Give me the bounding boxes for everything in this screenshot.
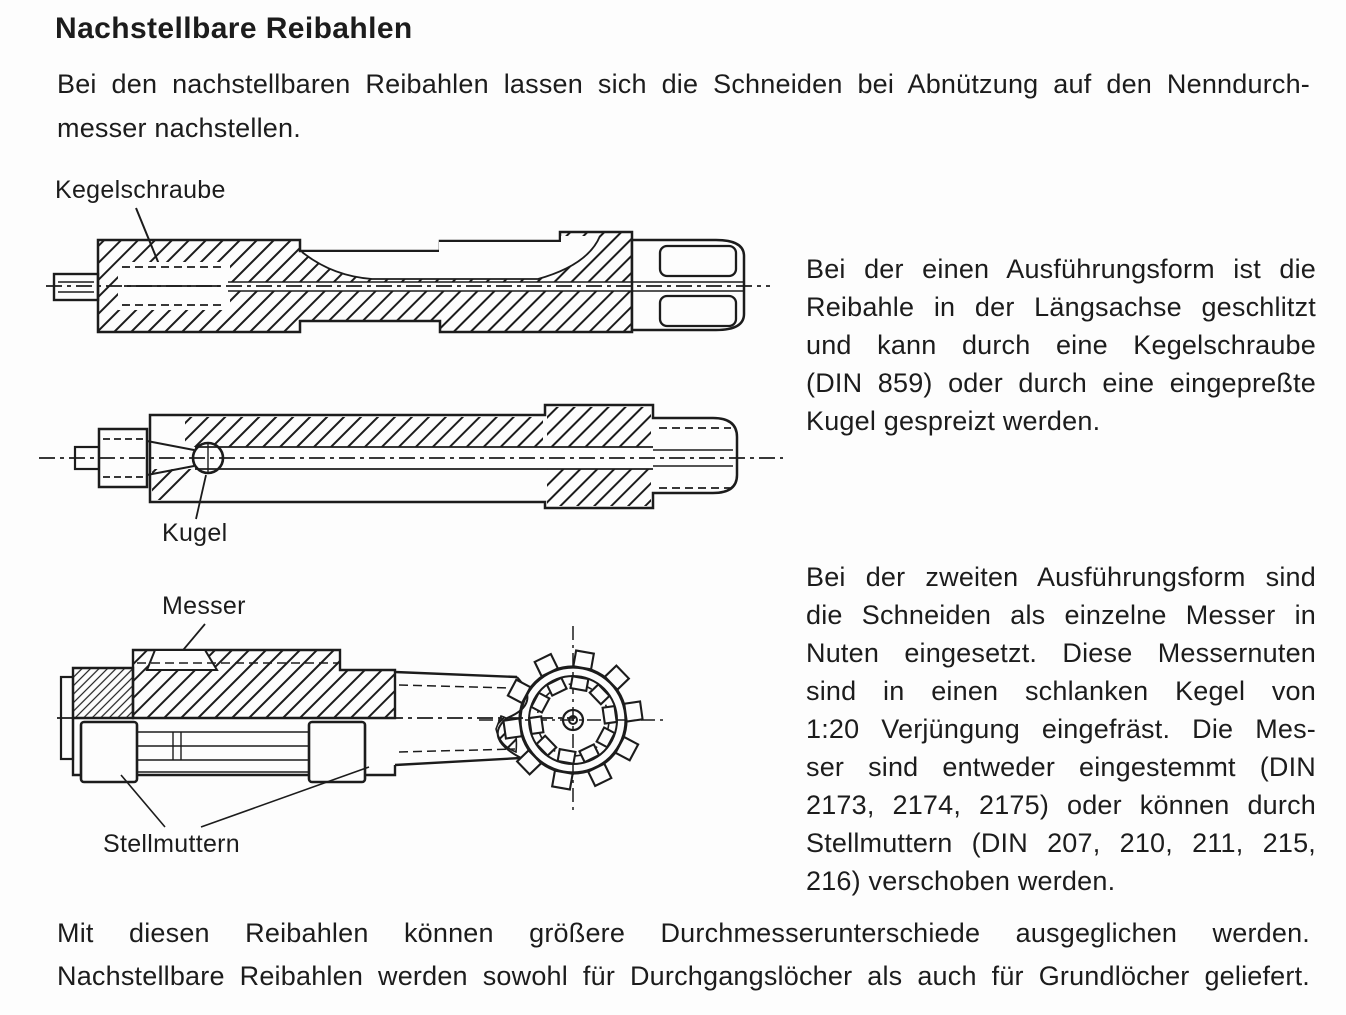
figure-label-kegelschraube: Kegelschraube (55, 176, 226, 204)
tang (54, 274, 98, 300)
figure-label-kugel: Kugel (162, 519, 228, 547)
text-line: Stellmuttern (DIN 207, 210, 211, 215, (806, 828, 1316, 858)
text-line: Mit diesen Reibahlen können größere Durchmesserunterschiede ausgeglichen werden. (57, 918, 1310, 948)
text-line: 216) verschoben werden. (806, 866, 1116, 896)
right-paragraph-2 (806, 558, 1316, 900)
text-line: Kugel gespreizt werden. (806, 406, 1101, 436)
intro-paragraph (57, 62, 1310, 150)
text-line: Bei der zweiten Ausführungsform sind (806, 562, 1316, 592)
slotted-reamer-drawing (40, 194, 780, 344)
bottom-paragraph (57, 912, 1310, 998)
blade-seat (147, 650, 217, 670)
figure-label-messer: Messer (162, 592, 246, 620)
text-line: Reibahle in der Längsachse geschlitzt (806, 292, 1316, 322)
text-line: Nuten eingesetzt. Diese Messernuten (806, 638, 1316, 668)
text-line: 2173, 2174, 2175) oder können durch (806, 790, 1316, 820)
text-line: 1:20 Verjüngung eingefräst. Die Mes- (806, 714, 1316, 744)
end-view-drawing (463, 600, 683, 835)
knurled-section (73, 668, 133, 718)
adjusting-nut-left (81, 722, 137, 782)
text-line: Bei der einen Ausführungsform ist die (806, 254, 1316, 284)
text-line: ser sind entweder eingestemmt (DIN (806, 752, 1316, 782)
text-line: die Schneiden als einzelne Messer in (806, 600, 1316, 630)
text-line: messer nachstellen. (57, 113, 301, 143)
text-line: sind in einen schlanken Kegel von (806, 676, 1316, 706)
text-line: Bei den nachstellbaren Reibahlen lassen sich die Schneiden bei Abnützung auf den Nenndurch- (57, 69, 1310, 99)
right-paragraph-1 (806, 250, 1316, 440)
text-line: und kann durch eine Kegelschraube (806, 330, 1316, 360)
text-line: Nachstellbare Reibahlen werden sowohl für Durchgangslöcher als auch für Grundlöcher geliefert. (57, 961, 1310, 991)
leader-line (121, 775, 165, 827)
leader-line (196, 475, 206, 519)
text-line: (DIN 859) oder durch eine eingepreßte (806, 368, 1316, 398)
adjusting-nut-right (309, 722, 365, 782)
figure-label-stellmuttern: Stellmuttern (103, 830, 240, 858)
ball-reamer-drawing (35, 395, 795, 545)
page-title: Nachstellbare Reibahlen (55, 12, 413, 45)
